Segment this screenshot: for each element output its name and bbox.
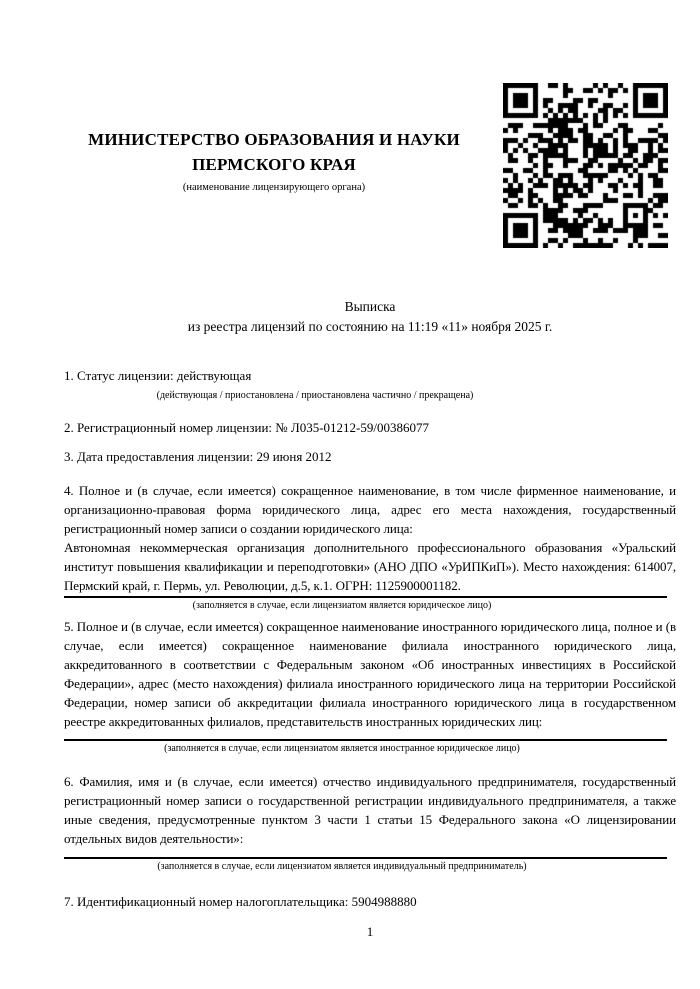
item-legal-entity	[64, 481, 676, 612]
individual-entrepreneur-note: (заполняется в случае, если лицензиатом является индивидуальный предприниматель)	[157, 861, 527, 872]
item-foreign-entity	[64, 617, 676, 755]
document-title	[64, 297, 676, 337]
foreign-entity-note: (заполняется в случае, если лицензиатом является иностранное юридическое лицо)	[164, 743, 520, 754]
registration-number-label: 2. Регистрационный номер лицензии: № Л035-01212-59/00386077	[64, 420, 430, 435]
title-line1: Выписка	[344, 299, 396, 314]
legal-entity-note: (заполняется в случае, если лицензиатом является юридическое лицо)	[192, 600, 492, 611]
ministry-name-line2: ПЕРМСКОГО КРАЯ	[192, 155, 356, 174]
legal-entity-value: Автономная некоммерческая организация дополнительного профессионального образования «Уральский институт повышения квалификации и переподготовки» (АНО ДПО «УрИПКиП»). Место нахождения: 614007, Пермский край, г. Пермь, ул. Революции, д.5, к.1. ОГРН: 1125900001182.	[64, 540, 676, 593]
legal-entity-rule	[64, 596, 667, 598]
taxpayer-number-label: 7. Идентификационный номер налогоплательщика: 5904988880	[64, 894, 417, 909]
grant-date-label: 3. Дата предоставления лицензии: 29 июня 2012	[64, 449, 332, 464]
individual-entrepreneur-rule	[64, 857, 667, 859]
license-status-label: 1. Статус лицензии: действующая	[64, 368, 252, 383]
item-grant-date	[64, 447, 676, 466]
foreign-entity-rule	[64, 739, 667, 741]
item-individual-entrepreneur	[64, 772, 676, 873]
title-line2: из реестра лицензий по состоянию на 11:19 «11» ноября 2025 г.	[187, 319, 553, 334]
item-registration-number	[64, 418, 676, 437]
item-taxpayer-number	[64, 892, 676, 911]
individual-entrepreneur-label: 6. Фамилия, имя и (в случае, если имеется) отчество индивидуального предпринимателя, государственный регистрационный номер записи о государственной регистрации индивидуального предпринимателя, а также иные сведения, предусмотренные пунктом 3 части 1 статьи 15 Федерального закона «О лицензировании отдельных видов деятельности»:	[64, 774, 676, 846]
ministry-header	[64, 127, 484, 194]
foreign-entity-label: 5. Полное и (в случае, если имеется) сокращенное наименование иностранного юридического лица, полное и (в случае, если имеется) сокращенное наименование филиала иностранного юридического лица, аккредитованного в соответствии с Федеральным законом «Об иностранных инвестициях в Российской Федерации», адрес (место нахождения) филиала иностранного юридического лица на территории Российской Федерации, номер записи об аккредитации филиала иностранного юридического лица в государственном реестре аккредитованных филиалов, представительств иностранных юридических лиц:	[64, 619, 676, 729]
page-number: 1	[366, 924, 374, 939]
qr-code	[503, 83, 668, 248]
licensing-authority-caption: (наименование лицензирующего органа)	[182, 182, 366, 193]
ministry-name-line1: МИНИСТЕРСТВО ОБРАЗОВАНИЯ И НАУКИ	[88, 130, 460, 149]
license-status-note: (действующая / приостановлена / приостановлена частично / прекращена)	[156, 390, 474, 401]
item-license-status	[64, 366, 676, 402]
legal-entity-label: 4. Полное и (в случае, если имеется) сокращенное наименование, в том числе фирменное наименование, и организационно-правовая форма юридического лица, адрес его места нахождения, государственный регистрационный номер записи о создании юридического лица:	[64, 483, 676, 536]
